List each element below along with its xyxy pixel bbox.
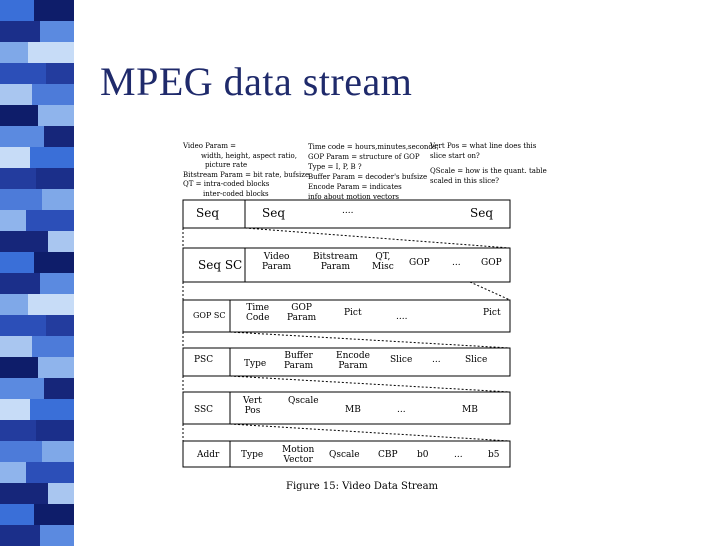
cell-encode-param: Encode Param [336,351,370,371]
note-right-line: QScale = how is the quant. table [430,167,547,175]
note-right-line: scaled in this slice? [430,176,500,185]
cell-motion-vector: Motion Vector [282,445,315,465]
note-middle-line: info about motion vectors [308,193,400,201]
cell-mb-ellipsis: ... [397,405,406,415]
cell-ssc: SSC [194,405,214,415]
cell-pict-1: Pict [344,308,362,318]
slide-title: MPEG data stream [100,59,413,104]
note-left [183,142,309,199]
cell-seq-last: Seq [470,206,494,220]
note-middle-line: Buffer Param = decoder's bufsize [308,173,428,181]
cell-slice-last: Slice [465,355,488,365]
note-middle-line: Time code = hours,minutes,seconds, [308,143,439,151]
note-right-line: slice start on? [430,151,480,160]
cell-video-param: Video Param [262,252,292,272]
cell-seq-1: Seq [196,206,220,220]
cell-b5: b5 [488,450,500,460]
cell-b-ellipsis: ... [454,450,463,460]
cell-qscale-2: Qscale [329,450,360,460]
cell-vert-pos: Vert Pos [243,396,262,416]
cell-b0: b0 [417,450,429,460]
cell-slice-1: Slice [390,355,413,365]
cell-qscale-1: Qscale [288,396,319,406]
cell-type: Type [244,359,267,369]
figure-caption: Figure 15: Video Data Stream [286,481,439,492]
cell-qt-misc: QT, Misc [372,252,394,272]
note-left-line: Video Param = [183,142,237,150]
cell-cbp: CBP [378,450,398,460]
note-left-line: inter-coded blocks [203,189,269,198]
cell-pict-ellipsis: .... [396,312,408,322]
note-middle-line: Type = I, P, B ? [308,163,362,171]
cell-mb-last: MB [462,405,478,415]
cell-seq-sc: Seq SC [198,258,243,272]
cell-addr: Addr [197,450,220,460]
cell-bitstream-param: Bitstream Param [313,252,358,272]
cell-mb-1: MB [345,405,361,415]
cell-slice-ellipsis: ... [432,355,441,365]
cell-psc: PSC [194,355,214,365]
note-right-line: Vert Pos = what line does this [430,142,537,150]
cell-gop-ellipsis: ... [452,258,461,268]
cell-type-2: Type [241,450,264,460]
note-middle-line: Encode Param = indicates [308,183,402,191]
cell-seq-ellipsis: .... [342,206,354,216]
cell-gop-last: GOP [481,258,502,268]
note-left-line: picture rate [205,161,248,169]
note-left-line: Bitstream Param = bit rate, bufsize [183,170,310,179]
note-left-line: QT = intra-coded blocks [183,180,270,188]
note-right [430,142,547,186]
note-middle [308,142,439,202]
cell-time-code: Time Code [246,303,270,323]
cell-seq-2: Seq [262,206,286,220]
cell-gop-sc: GOP SC [193,311,226,320]
cell-buffer-param: Buffer Param [284,351,314,371]
note-left-line: width, height, aspect ratio, [201,151,297,160]
cell-gop-1: GOP [409,258,430,268]
cell-gop-param: GOP Param [287,303,317,323]
note-middle-line: GOP Param = structure of GOP [308,153,420,161]
cell-pict-last: Pict [483,308,501,318]
